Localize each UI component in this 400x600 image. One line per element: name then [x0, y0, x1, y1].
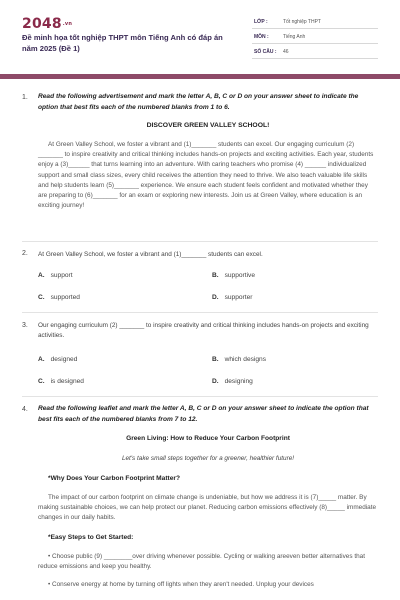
section-heading: *Why Does Your Carbon Footprint Matter?: [48, 475, 180, 482]
question-number: 2.: [22, 250, 28, 257]
leaflet-subheading: Let's take small steps together for a greener, healthier future!: [121, 455, 295, 462]
meta-value: Tiếng Anh: [283, 34, 306, 40]
meta-key: LỚP :: [254, 19, 268, 25]
logo-text: 2048: [22, 16, 62, 32]
meta-row-class: [252, 14, 378, 29]
meta-table: [252, 14, 378, 59]
meta-key: SỐ CÂU :: [254, 49, 277, 55]
question-number: 1.: [22, 94, 28, 101]
leaflet-bullet: • Choose public (9) ________over driving whenever possible. Cycling or walking areeven better alternatives that reduce emissions and keep you healthy.: [38, 552, 365, 570]
option-c[interactable]: C. supported: [38, 294, 80, 301]
leaflet-heading: Green Living: How to Reduce Your Carbon Footprint: [126, 435, 290, 442]
option-d[interactable]: D. supporter: [212, 294, 253, 301]
option-a[interactable]: A. designed: [38, 356, 78, 363]
question-number: 3.: [22, 322, 28, 329]
option-b[interactable]: B. supportive: [212, 272, 256, 279]
passage-text: At Green Valley School, we foster a vibrant and (1)_______ students can excel. Our engaging curriculum (2) _______ to inspire creativity and critical thinking includes hands-on projects and exciting activities. Each year, students enjoy a (3)______ that turns learning into an adventure. With caring teachers who promise (4) ______ individualized support and small class sizes, every child receives the attention they need to thrive. We also teach valuable life skills and help students learn (5)_______ experience. We ensure each student feels confident and motivated whether they are preparing to (6)_______ for an exam or exploring new interests. Join us at Green Valley, where education is an exciting journey!: [38, 141, 374, 210]
document-title: Đề minh họa tốt nghiệp THPT môn Tiếng Anh có đáp án năm 2025 (Đề 1): [22, 33, 223, 53]
meta-row-count: [252, 44, 378, 59]
header-divider: [0, 74, 400, 79]
meta-row-subject: [252, 29, 378, 44]
separator: [22, 241, 378, 242]
option-b[interactable]: B. which designs: [212, 356, 267, 363]
option-a[interactable]: A. support: [38, 272, 73, 279]
separator: [22, 396, 378, 397]
page-header: [0, 0, 400, 74]
meta-value: Tốt nghiệp THPT: [283, 19, 321, 25]
question-instruction: Read the following leaflet and mark the letter A, B, C or D on your answer sheet to indicate the option that best fits each of the numbered blanks from 7 to 12.: [38, 405, 369, 423]
question-instruction: Read the following advertisement and mark the letter A, B, C or D on your answer sheet to indicate the option that best fits each of the numbered blanks from 1 to 6.: [38, 93, 359, 111]
option-d[interactable]: D. designing: [212, 378, 253, 385]
logo-suffix: .vn: [62, 21, 73, 27]
leaflet-bullet: • Conserve energy at home by turning off lights when they aren't needed. Unplug your devices: [48, 581, 314, 589]
meta-value: 46: [283, 49, 289, 55]
passage-heading: DISCOVER GREEN VALLEY SCHOOL!: [146, 122, 270, 129]
question-4: [38, 404, 378, 590]
meta-key: MÔN :: [254, 34, 269, 40]
site-logo[interactable]: [22, 16, 72, 32]
leaflet-paragraph: The impact of our carbon footprint on climate change is undeniable, but how we address it is (7)_____ matter. By making sustainable choices, we can help protect our planet. Reducing carbon emissions effectively (8)_____ immediate changes in our daily habits.: [38, 494, 377, 522]
question-2-text: At Green Valley School, we foster a vibrant and (1)_______ students can excel.: [38, 251, 263, 258]
section-heading: *Easy Steps to Get Started:: [48, 533, 134, 541]
question-number: 4.: [22, 406, 28, 413]
option-c[interactable]: C. is designed: [38, 378, 84, 385]
separator: [22, 312, 378, 313]
question-1: [38, 92, 378, 211]
question-3-text: Our engaging curriculum (2) _______ to inspire creativity and critical thinking includes hands-on projects and exciting activities.: [38, 322, 369, 339]
